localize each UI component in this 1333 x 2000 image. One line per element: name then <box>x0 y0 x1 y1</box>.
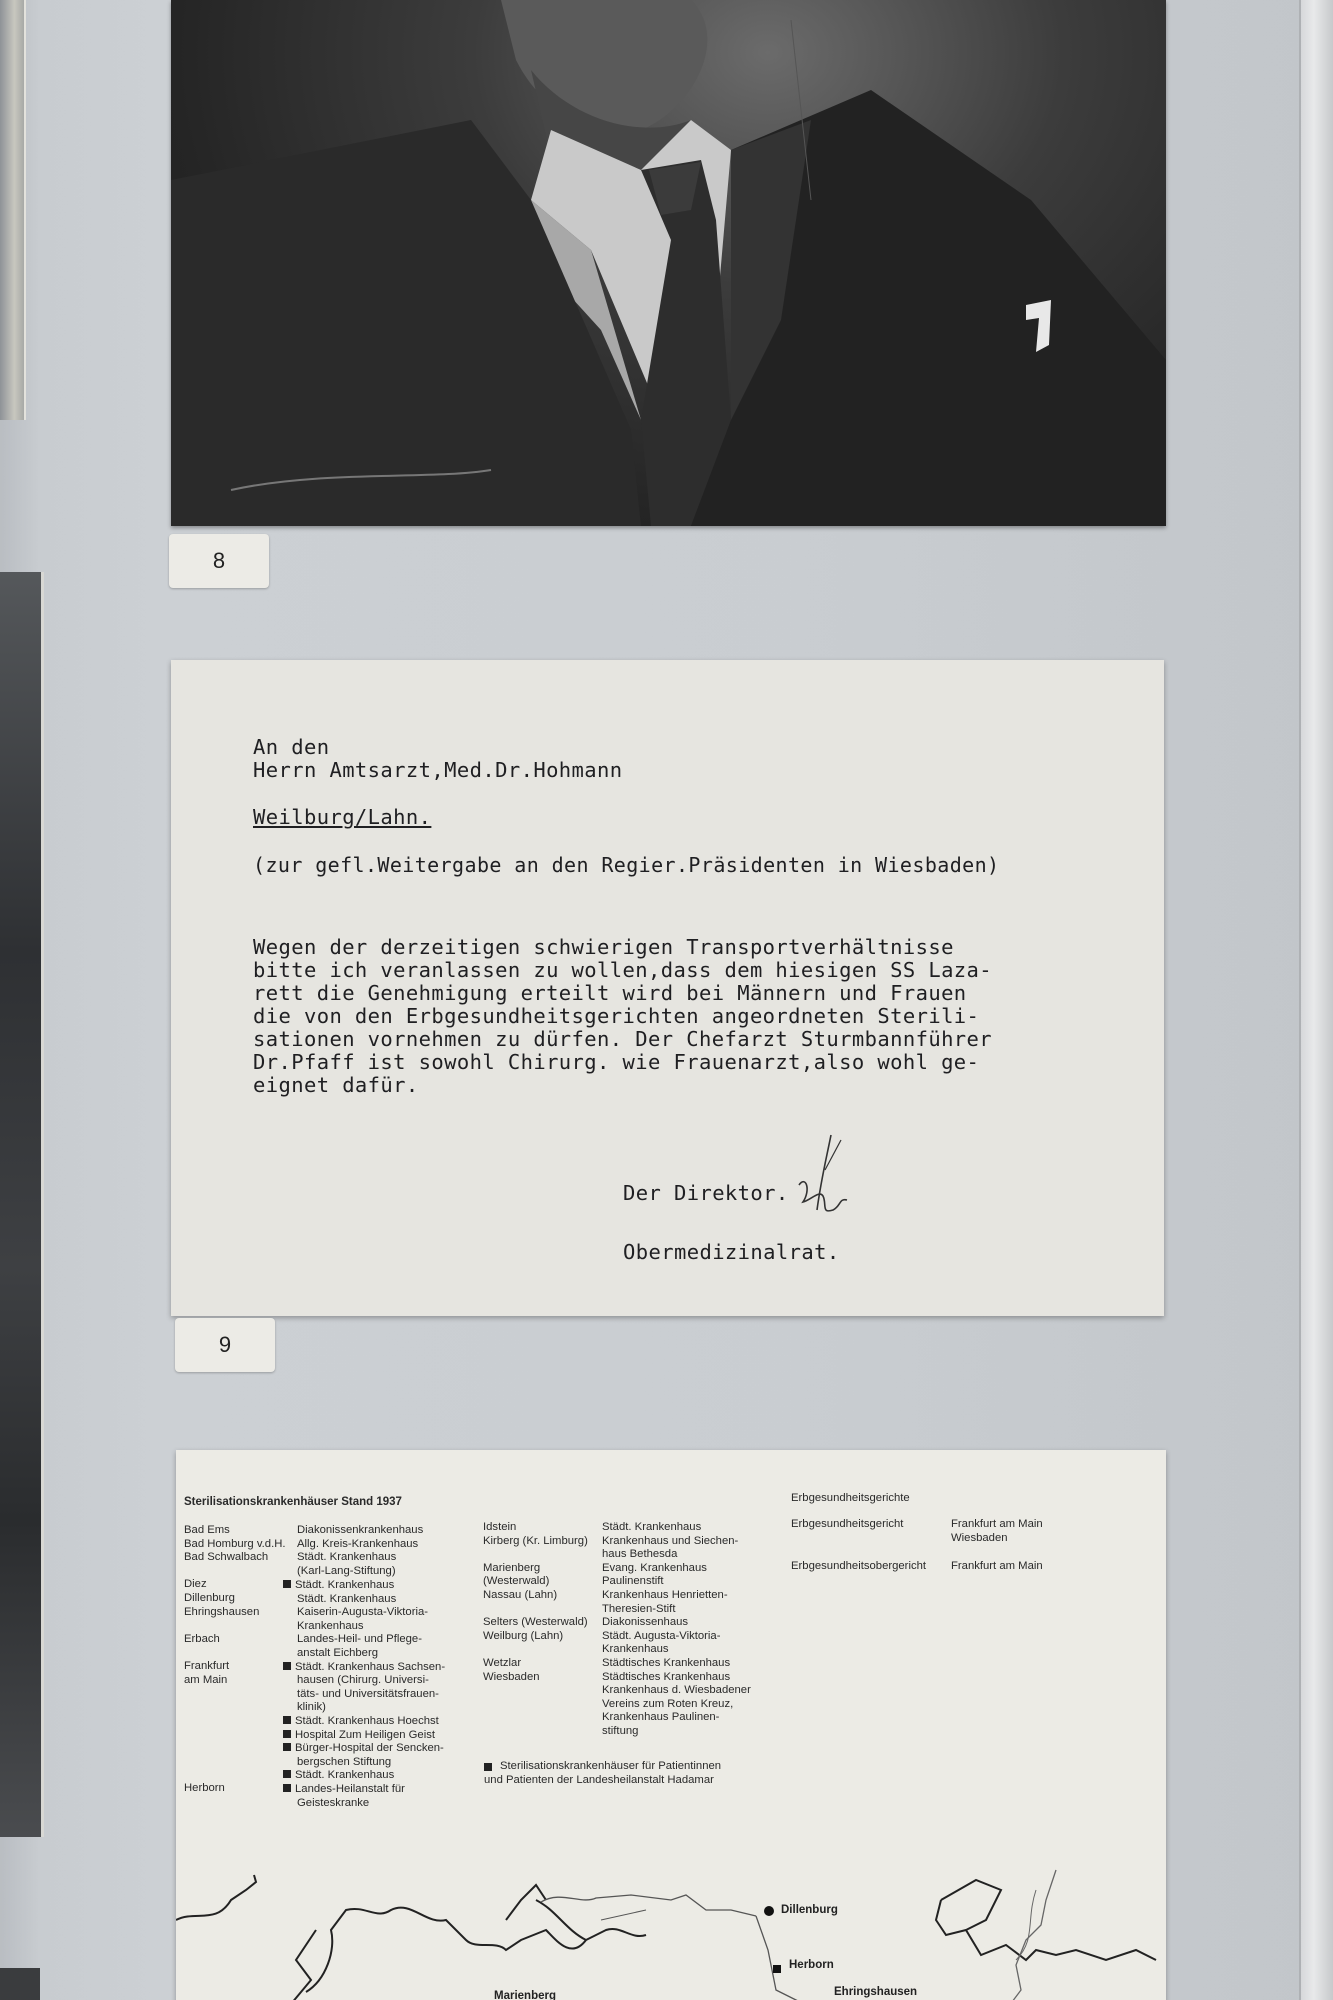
column1-hospitals-top: Diakonissenkrankenhaus Allg. Kreis-Krankenhaus Städt. Krankenhaus (Karl-Lang-Stiftung) <box>297 1524 424 1577</box>
marker-square <box>283 1743 291 1751</box>
letter-body-line-5: sationen vornehmen zu dürfen. Der Chefarzt Sturmbannführer <box>253 1027 993 1051</box>
hospital-entry: Städt. Krankenhaus <box>283 1769 445 1783</box>
hospital-entry: klinik) <box>297 1701 326 1714</box>
hospital-entry: Geisteskranke <box>297 1796 370 1809</box>
map-city-herborn: Herborn <box>789 1959 834 1971</box>
map-city-marienberg: Marienberg <box>494 1990 556 2000</box>
letter-body-line-4: die von den Erbgesundheitsgerichten angeordneten Sterili- <box>253 1004 980 1028</box>
hospital-entry: Städt. Krankenhaus <box>283 1579 445 1593</box>
hospital-entry: Städt. Krankenhaus Sachsen- <box>283 1661 445 1675</box>
hospital-entry: Bürger-Hospital der Sencken- <box>283 1742 445 1756</box>
adjacent-panel-top-left <box>0 0 26 420</box>
letter-body-line-1: Wegen der derzeitigen schwierigen Transportverhältnisse <box>253 935 954 959</box>
exhibit-number-8: 8 <box>169 534 269 588</box>
handwritten-signature <box>781 1130 861 1230</box>
map-card-heading: Sterilisationskrankenhäuser Stand 1937 <box>184 1496 402 1508</box>
upper-court-label: Erbgesundheitsobergericht <box>791 1560 927 1572</box>
letter-line-4: (zur gefl.Weitergabe an den Regier.Präsidenten in Wiesbaden) <box>253 853 1000 877</box>
courts-heading: Erbgesundheitsgerichte <box>791 1492 910 1504</box>
legend-text: Sterilisationskrankenhäuser für Patientinnen und Patienten der Landesheilanstalt Hadamar <box>484 1760 722 1786</box>
exhibit-number-9: 9 <box>175 1318 275 1372</box>
letter-signatory-title: Obermedizinalrat. <box>623 1240 840 1264</box>
letter-closing: Der Direktor. <box>623 1181 789 1205</box>
hospital-entry: Landes-Heilanstalt für <box>283 1783 445 1797</box>
hospital-entry: Hospital Zum Heiligen Geist <box>283 1729 445 1743</box>
marker-square <box>283 1716 291 1724</box>
marker-square <box>283 1730 291 1738</box>
letter-line-2: Herrn Amtsarzt,Med.Dr.Hohmann <box>253 758 623 782</box>
marker-square <box>283 1580 291 1588</box>
hospital-entry: Landes-Heil- und Pflege- <box>297 1633 422 1646</box>
typed-letter-document <box>171 660 1164 1316</box>
portrait-photograph <box>171 0 1166 526</box>
hospital-entry: Städt. Krankenhaus <box>297 1592 397 1605</box>
display-frame-edge <box>1299 0 1333 2000</box>
adjacent-panel-bottom-left <box>0 1968 40 2000</box>
hospital-entry: hausen (Chirurg. Universi- <box>297 1674 429 1687</box>
adjacent-photo-left <box>0 572 44 1837</box>
map-legend <box>484 1760 721 1787</box>
region-map <box>176 1790 1166 2000</box>
letter-line-3: Weilburg/Lahn. <box>253 805 432 829</box>
upper-court-place: Frankfurt am Main <box>951 1560 1043 1572</box>
hospital-entry: Städt. Krankenhaus Hoechst <box>283 1715 445 1729</box>
hospital-entry: bergschen Stiftung <box>297 1755 392 1768</box>
letter-body-line-2: bitte ich veranlassen zu wollen,dass dem hiesigen SS Laza- <box>253 958 993 982</box>
letter-body-line-3: rett die Genehmigung erteilt wird bei Männern und Frauen <box>253 981 967 1005</box>
court-places: Frankfurt am Main Wiesbaden <box>951 1518 1043 1544</box>
column2-hospitals: Städt. Krankenhaus Krankenhaus und Siechen- haus Bethesda Evang. Krankenhaus Paulinenstift Krankenhaus Henrietten- Theresien-Stift Diakonissenhaus Städt. Augusta-Viktoria- Krankenhaus Städtisches Krankenhaus Städtisches Krankenhaus Krankenhaus d. Wiesbadener Vereins zum Roten Kreuz, Krankenhaus Paulinen- stiftung <box>602 1521 751 1737</box>
hospital-entry: anstalt Eichberg <box>297 1646 379 1659</box>
sterilization-hospitals-map-card <box>176 1450 1166 2000</box>
column2-places: Idstein Kirberg (Kr. Limburg) Marienberg (Westerwald) Nassau (Lahn) Selters (Westerwald) Weilburg (Lahn) Wetzlar Wiesbaden <box>483 1521 588 1683</box>
marker-square <box>283 1662 291 1670</box>
marker-square <box>283 1770 291 1778</box>
letter-body-line-7: eignet dafür. <box>253 1073 419 1097</box>
letter-line-1: An den <box>253 735 330 759</box>
map-city-dillenburg: Dillenburg <box>781 1904 838 1916</box>
hospital-entry: Kaiserin-Augusta-Viktoria- <box>297 1606 429 1619</box>
column1-hospitals-list <box>283 1579 445 1810</box>
hospital-entry: täts- und Universitätsfrauen- <box>297 1687 439 1700</box>
map-city-ehringshausen: Ehringshausen <box>834 1986 918 1998</box>
hospital-entry: Krankenhaus <box>297 1619 364 1632</box>
column1-places: Bad Ems Bad Homburg v.d.H. Bad Schwalbach Diez Dillenburg Ehringshausen Erbach Frankfurt am Main Herborn <box>184 1524 286 1795</box>
letter-body-line-6: Dr.Pfaff ist sowohl Chirurg. wie Frauenarzt,also wohl ge- <box>253 1050 980 1074</box>
court-label: Erbgesundheitsgericht <box>791 1518 904 1530</box>
